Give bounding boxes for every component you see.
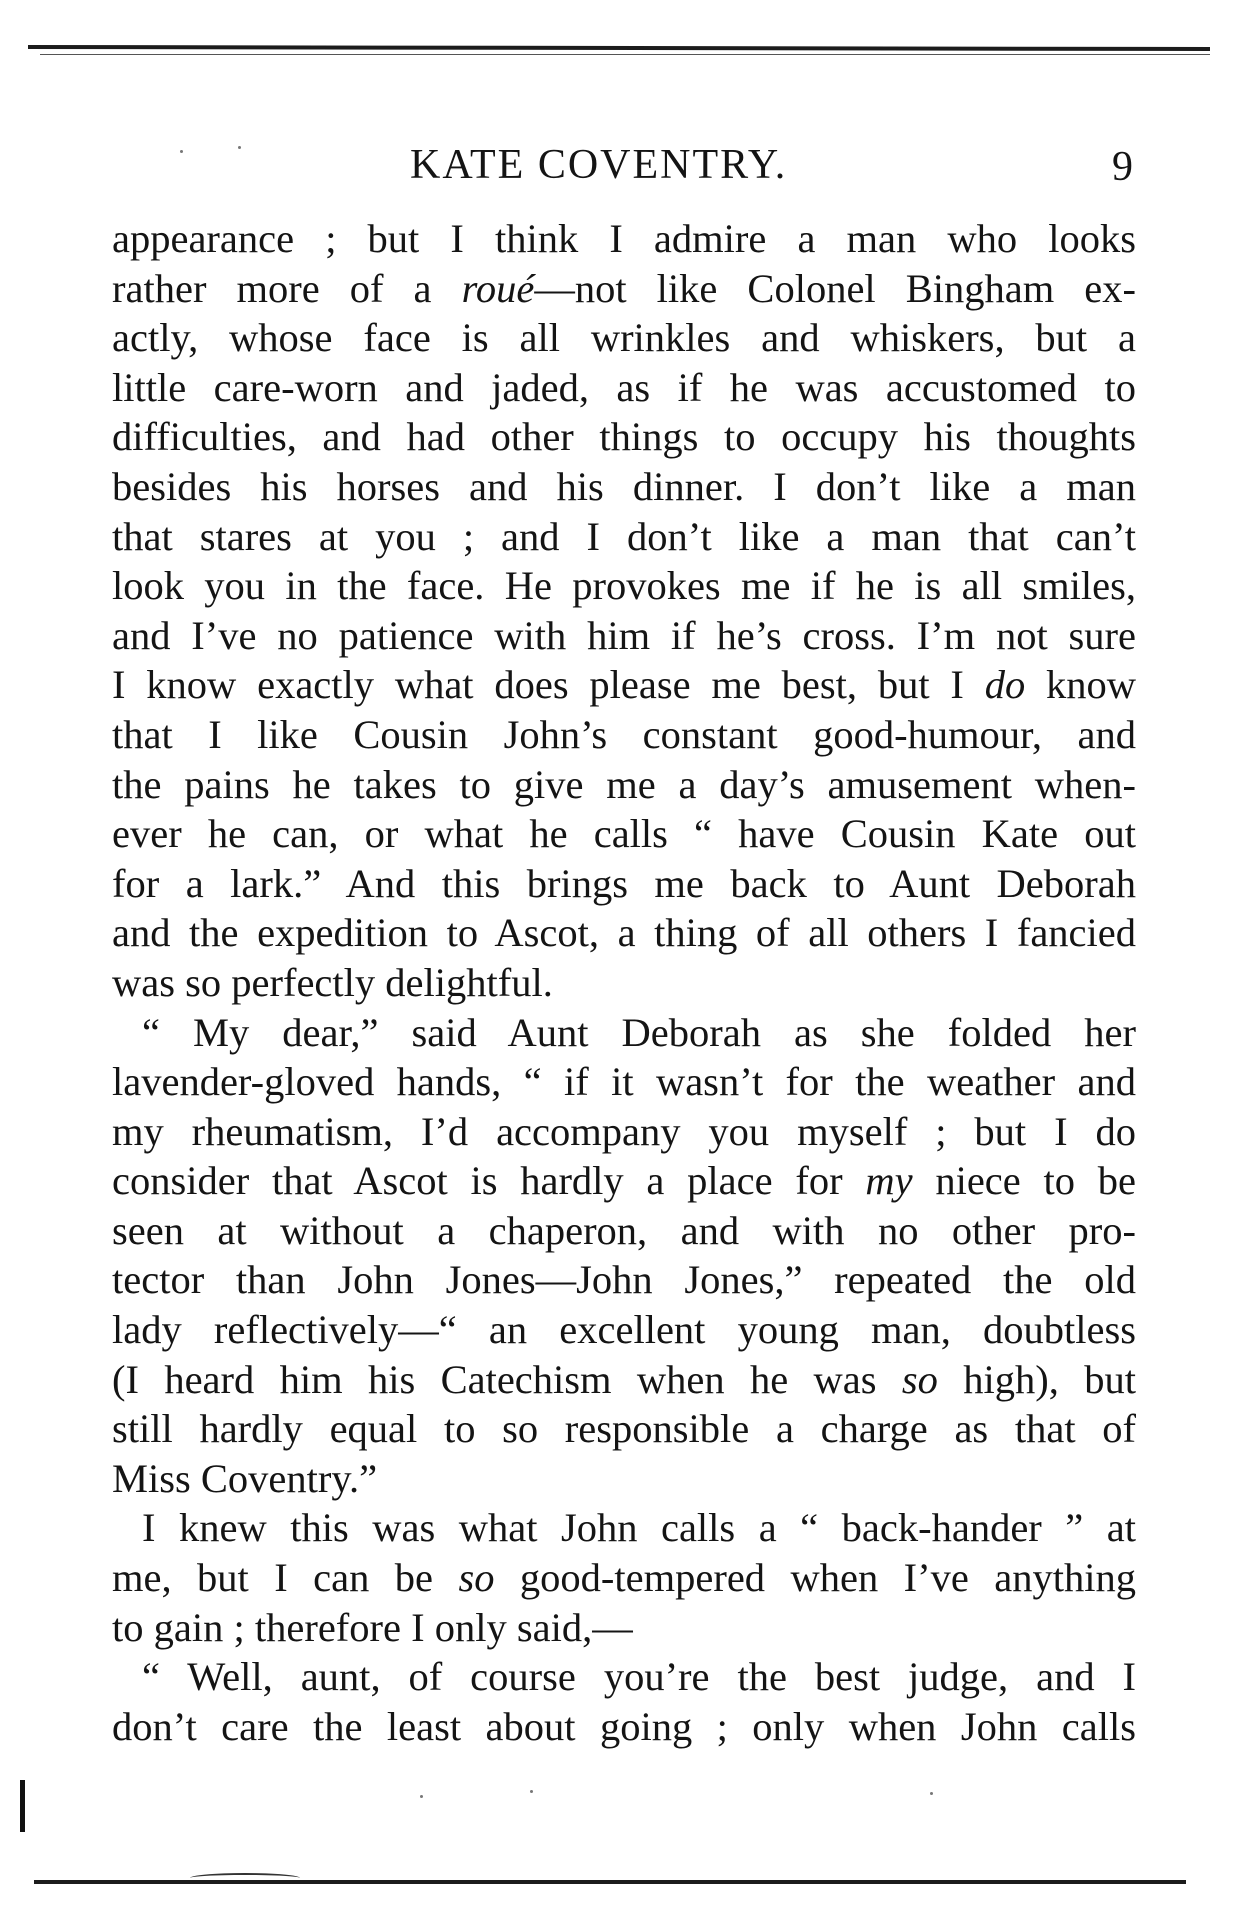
text-run: (I heard him his Catechism when he was bbox=[112, 1356, 902, 1402]
text-run: and the expedition to Ascot, a thing of all others I fancied bbox=[112, 910, 1136, 956]
text-line bbox=[112, 214, 1136, 264]
body-text bbox=[112, 214, 1136, 1751]
text-run: lady reflectively—“ an excellent young man, doubtless bbox=[112, 1307, 1136, 1353]
italic-run: do bbox=[984, 662, 1026, 708]
text-run: Miss Coventry.” bbox=[112, 1455, 378, 1501]
text-run: I know exactly what does please me best, but I bbox=[112, 662, 985, 708]
text-line bbox=[112, 809, 1136, 859]
text-line bbox=[112, 1305, 1136, 1355]
text-line bbox=[112, 1156, 1136, 1206]
text-line bbox=[112, 313, 1136, 363]
text-line bbox=[112, 611, 1136, 661]
text-run: —not like Colonel Bingham ex- bbox=[534, 265, 1136, 311]
italic-run: so bbox=[458, 1555, 495, 1601]
text-run: me, but I can be bbox=[112, 1555, 459, 1601]
text-run: lavender-gloved hands, “ if it wasn’t for the weather and bbox=[112, 1059, 1136, 1105]
text-run: and I’ve no patience with him if he’s cross. I’m not sure bbox=[112, 612, 1136, 658]
text-line bbox=[112, 1008, 1136, 1058]
top-rule bbox=[28, 45, 1210, 51]
text-run: the pains he takes to give me a day’s amusement when- bbox=[112, 761, 1136, 807]
text-line bbox=[112, 660, 1136, 710]
text-line bbox=[112, 908, 1136, 958]
top-rule-thin bbox=[40, 54, 1210, 55]
page-number: 9 bbox=[1112, 144, 1133, 190]
text-run: besides his horses and his dinner. I don’t like a man bbox=[112, 463, 1136, 509]
text-line bbox=[112, 512, 1136, 562]
paper-speck bbox=[420, 1795, 423, 1798]
italic-run: so bbox=[901, 1356, 938, 1402]
text-run: seen at without a chaperon, and with no other pro- bbox=[112, 1207, 1136, 1253]
text-line bbox=[112, 561, 1136, 611]
text-line bbox=[112, 859, 1136, 909]
text-line bbox=[112, 1603, 1136, 1653]
text-run: that I like Cousin John’s constant good-humour, and bbox=[112, 711, 1136, 757]
text-line bbox=[112, 958, 1136, 1008]
paper-speck bbox=[530, 1790, 533, 1793]
text-line bbox=[112, 1255, 1136, 1305]
text-line bbox=[112, 412, 1136, 462]
text-line bbox=[112, 1355, 1136, 1405]
text-run: was so perfectly delightful. bbox=[112, 959, 553, 1005]
text-run: rather more of a bbox=[112, 265, 462, 311]
text-line bbox=[112, 760, 1136, 810]
text-line bbox=[112, 1057, 1136, 1107]
paper-speck bbox=[180, 150, 183, 153]
text-run: to gain ; therefore I only said,— bbox=[112, 1604, 633, 1650]
text-run: niece to be bbox=[912, 1158, 1136, 1204]
text-line bbox=[112, 1503, 1136, 1553]
text-line bbox=[112, 1206, 1136, 1256]
text-run: good-tempered when I’ve anything bbox=[494, 1555, 1136, 1601]
text-line bbox=[112, 1454, 1136, 1504]
margin-mark bbox=[20, 1780, 25, 1832]
page-header bbox=[0, 140, 1253, 190]
italic-run: roué bbox=[461, 265, 535, 311]
paper-speck bbox=[930, 1792, 933, 1795]
text-line bbox=[112, 1404, 1136, 1454]
text-run: “ Well, aunt, of course you’re the best judge, and I bbox=[142, 1654, 1136, 1700]
text-run: don’t care the least about going ; only when John calls bbox=[112, 1703, 1136, 1749]
bottom-rule-flourish bbox=[190, 1873, 300, 1883]
text-run: I knew this was what John calls a “ back-hander ” at bbox=[142, 1505, 1136, 1551]
text-run: my rheumatism, I’d accompany you myself ; but I do bbox=[112, 1108, 1136, 1154]
text-line bbox=[112, 710, 1136, 760]
text-run: difficulties, and had other things to occupy his thoughts bbox=[112, 414, 1136, 460]
paper-speck bbox=[238, 146, 241, 149]
text-run: actly, whose face is all wrinkles and whiskers, but a bbox=[112, 315, 1136, 361]
text-run: appearance ; but I think I admire a man who looks bbox=[112, 216, 1136, 261]
text-run: tector than John Jones—John Jones,” repeated the old bbox=[112, 1257, 1136, 1303]
text-run: for a lark.” And this brings me back to Aunt Deborah bbox=[112, 860, 1136, 906]
text-line bbox=[112, 1702, 1136, 1752]
text-run: high), but bbox=[937, 1356, 1136, 1402]
text-line bbox=[112, 264, 1136, 314]
text-line bbox=[112, 1652, 1136, 1702]
text-line bbox=[112, 1107, 1136, 1157]
text-line bbox=[112, 462, 1136, 512]
text-run: look you in the face. He provokes me if he is all smiles, bbox=[112, 563, 1136, 609]
text-run: ever he can, or what he calls “ have Cousin Kate out bbox=[112, 811, 1136, 857]
text-run: little care-worn and jaded, as if he was accustomed to bbox=[112, 364, 1136, 410]
running-title: KATE COVENTRY. bbox=[410, 142, 788, 188]
text-run: know bbox=[1025, 662, 1137, 708]
text-run: consider that Ascot is hardly a place for bbox=[112, 1158, 866, 1204]
text-run: “ My dear,” said Aunt Deborah as she folded her bbox=[142, 1009, 1136, 1055]
text-line bbox=[112, 1553, 1136, 1603]
italic-run: my bbox=[865, 1158, 913, 1204]
text-run: still hardly equal to so responsible a charge as that of bbox=[112, 1406, 1136, 1452]
text-line bbox=[112, 363, 1136, 413]
text-run: that stares at you ; and I don’t like a man that can’t bbox=[112, 513, 1136, 559]
